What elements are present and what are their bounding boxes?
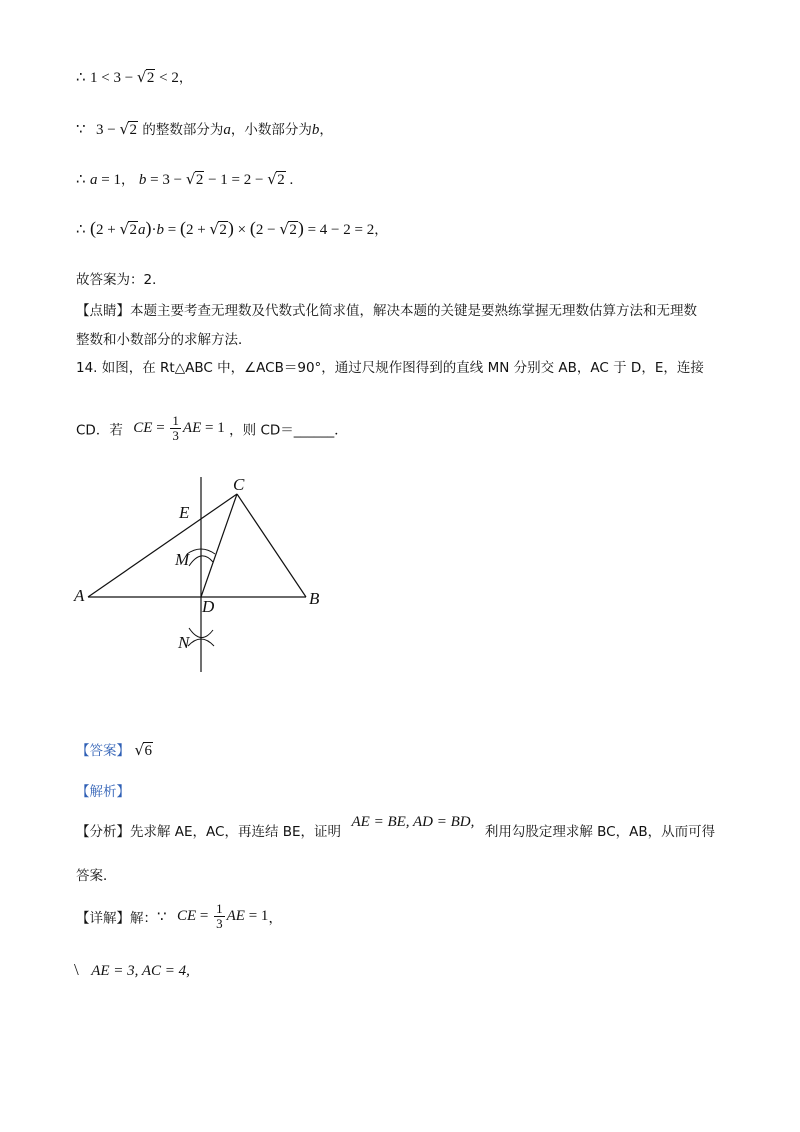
sqrt-2: √ 2 bbox=[279, 222, 298, 239]
solution-line-2: ∵ 3 − √ 2 的整数部分为a，小数部分为b， bbox=[76, 118, 333, 139]
detail-line-2: \ AE = 3, AC = 4, bbox=[74, 960, 190, 979]
comment-line-2: 整数和小数部分的求解方法． bbox=[76, 332, 252, 348]
answer-section bbox=[76, 739, 153, 760]
segment-cd bbox=[201, 494, 237, 597]
sqrt-2: √ 2 bbox=[119, 222, 138, 239]
question-14-line-2: CD．若 CE = $\frac{1}{3}$ AE = 1 ，则 CD＝______． bbox=[76, 413, 348, 443]
label-a: A bbox=[74, 586, 85, 605]
therefore-symbol: ∴ bbox=[76, 68, 86, 86]
sqrt-2: √ 2 bbox=[137, 70, 156, 87]
fraction-one-third: $\frac{1}{3}$ bbox=[216, 901, 223, 931]
label-m: M bbox=[175, 550, 190, 569]
answer-statement: 故答案为：2． bbox=[76, 272, 166, 288]
fenxi-line-2: 答案． bbox=[76, 868, 117, 884]
solution-line-4: ∴ (2 + √ 2a)·b = (2 + √ 2) × (2 − √ 2) = 4 − 2 = 2， bbox=[76, 218, 388, 239]
sqrt-6: √ 6 bbox=[134, 743, 153, 760]
because-symbol: ∵ bbox=[76, 120, 86, 138]
solution-line-1: ∴ 1 < 3 − √ 2 < 2， bbox=[76, 66, 192, 87]
comment-line-1: 【点睛】本题主要考查无理数及代数式化简求值，解决本题的关键是要熟练掌握无理数估算方法和无理数 bbox=[76, 303, 697, 319]
sqrt-2: √ 2 bbox=[267, 172, 286, 189]
question-14-line-1: 14. 如图，在 Rt△ABC 中，∠ACB＝90°，通过尺规作图得到的直线 MN 分别交 AB，AC 于 D，E，连接 bbox=[76, 360, 704, 376]
analysis-label: 【解析】 bbox=[76, 784, 130, 800]
label-d: D bbox=[202, 597, 215, 616]
sqrt-2: √ 2 bbox=[209, 222, 228, 239]
fraction-one-third: $\frac{1}{3}$ bbox=[172, 413, 179, 443]
answer-label: 【答案】 bbox=[76, 743, 130, 759]
therefore-symbol: ∴ bbox=[76, 220, 86, 238]
label-c: C bbox=[233, 475, 245, 494]
solution-line-3: ∴ a = 1， b = 3 − √ 2 − 1 = 2 − √ 2 . bbox=[76, 168, 293, 189]
label-e: E bbox=[179, 503, 190, 522]
sqrt-2: √ 2 bbox=[119, 122, 138, 139]
sqrt-2: √ 2 bbox=[186, 172, 205, 189]
side-ac bbox=[88, 494, 237, 597]
label-n: N bbox=[178, 633, 190, 652]
label-b: B bbox=[309, 589, 320, 608]
triangle-figure bbox=[60, 470, 340, 680]
detail-line-1: 【详解】解：∵ CE = $\frac{1}{3}$ AE = 1， bbox=[76, 901, 282, 931]
fenxi-line-1: 【分析】先求解 AE，AC，再连结 BE，证明 AE = BE, AD = BD, 利用勾股定理求解 BC，AB，从而可得 bbox=[76, 814, 716, 840]
side-cb bbox=[237, 494, 306, 597]
therefore-symbol: ∴ bbox=[76, 170, 86, 188]
